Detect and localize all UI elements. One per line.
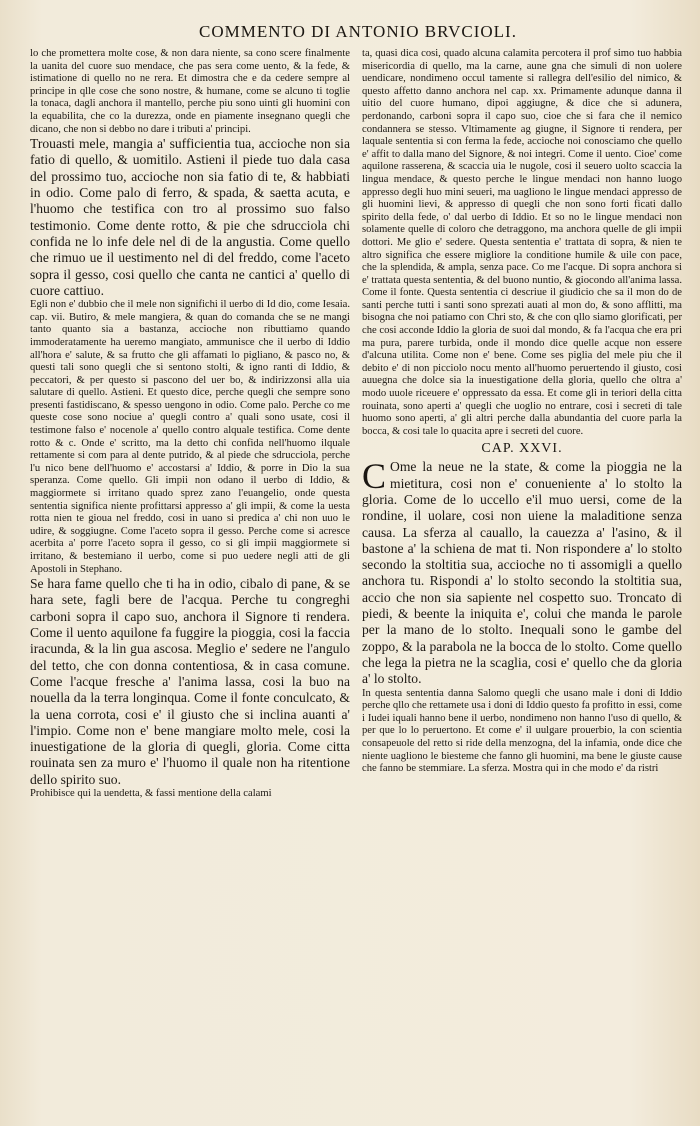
running-head: COMMENTO DI ANTONIO BRVCIOLI. xyxy=(199,22,517,41)
chapter-heading: CAP. XXVI. xyxy=(481,441,563,457)
text-columns xyxy=(30,48,686,801)
commentary-paragraph: In questa sententia danna Salomo quegli che usano male i doni di Iddio perche qllo che rettamete usa i doni di Iddio questo fa profitto in essi, come i Iudei iquali hanno bene il uerbo, nondimeno non hanno l'uso di quello, & per que lo lo peruertono. Et come e' il uulgare prouerbio, la con scientia consapeuole del retto si ride della menzogna, del la infamia, onde dice che niente uagliono le biesteme che fanno gli huomini, ma bene le giuste cause che fanno be stemmiare. La sferza. Mostra qui in che modo e' da ristri xyxy=(362,687,682,775)
scripture-paragraph: Trouasti mele, mangia a' sufficientia tua, accioche non sia fatio di quello, & uomitilo. Astieni il piede tuo dala casa del prossimo tuo, accioche non sia fatio di te, & habbiati in odio. Come palo di ferro, & spada, & saetta acuta, e l'huomo che testifica con tro al prossimo suo falso testimonio. Come dente rotto, & pie che sdrucciola chi confida ne lo infe dele nel di de la angustia. Come quello che rimuo ue il uestimento nel di del freddo, come l'aceto sopra il gesso, cosi quello che canta ne cantici a' quello di cuore cattiuo. xyxy=(30,136,350,298)
commentary-paragraph: lo che promettera molte cose, & non dara niente, sa cono scere finalmente la uanita del cuore suo mendace, che pas sera come uento, & la fede, & istimatione di quello no ne rera. Et dimostra che e da cedere sempre al principe in qlle cose che sono nostre, & humane, come se alcuno ti toglie la tonaca, dagli anchora il mantello, perche piu sono uinti gli huomini con la equabilita, che co la durezza, onde en piamente insegnano quegli che dicano, che non si debbo no dare i tributi a' principi. xyxy=(30,48,350,135)
scripture-text: Ome la neue ne la state, & come la pioggia ne la mietitura, cosi non e' conueniente a' lo stolto la gloria. Come de lo uccello e'il muo uersi, come de la rondine, il uolare, cosi non uiene la maladitione senza causa. La sferza al cauallo, la cauezza a' l'asino, & il bastone a' la schiena de mat ti. Non rispondere a' lo stolto secondo la stoltitia sua, accioche no ti assomigli a quello anchora tu. Rispondi a' lo stolto secondo la stoltitia sua, accio che non sia sapiente nel cospetto suo. Troncato di piedi, & beente la iniquita e', colui che manda le parole per la mano de lo stolto. Inequali sono le gambe del zoppo, & la parabola ne la bocca de lo stolto. Come quello che lega la pietra ne la scaglia, cosi e' quello che da gloria a' lo stolto. xyxy=(362,459,682,687)
commentary-paragraph: ta, quasi dica cosi, quado alcuna calamita percotera il prof simo tuo habbia misericordia di quello, ma la carne, aune gna che simuli di non uolere uendicare, nondimeno occul tamente si rallegra dell'esilio del nimico, & questo affetto danno anchora nel cap. xx. Primamente adunque danna il uitio del cuore humano, dipoi aggiugne, & dice che si adunera, perdonando, carboni sopra il capo suo, cioe che si fara che il nemico condannera se stesso. Vltimamente ag giugne, il Signore ti rendera, per laquale sententia si con ferma la fede, accioche noi conosciamo che quello e' affit to dalla mano del Signore, & noi integri. Come il uento. Cioe' come aquilone rasserena, & scaccia uia le nugole, cosi il seuero uolto scaccia la lingua mendace, & questo perche le lingue mendaci non hanno luogo appresso degli huo mini seueri, ma uagliono le lingue mendaci appresso de gli huomini lievi, & appresso di quegli che non sono forti ficati dallo spirito della fede, o' dal uerbo di Iddio. Et so no le lingue mendaci non solamente quelle di coloro che detraggono, ma anchora quelle de gli impii dottori. Me glio e' sedere. Questa sententia e' trattata di sopra, & nien te altro significa che essere migliore la conditione humile & uile con pace, che la splendida, & ampla, senza pace. Co me l'acque. Di sopra anchora si e' trattata questa sententia, & del buono nuntio, & giocondo all'anima lassa. Come il fonte. Questa sententia ci descriue il giudicio che sa il mon do de santi perche tutti i santi sono sprezati auati al mon do, & sono afflitti, ma bisogna che noi patiamo con Chri sto, & che con qllo siamo glorificati, per che cosi acconde Iddio la gloria de suoi dal mondo, & fa l'acqua che era pri ma pura, parere turbida, onde il mondo dice quelle acque non essere d'alcuna utilita. Come non e' bene. Come ses piglia del mele piu che il debito e' di non picciolo nocu mento all'huomo peruertendo il giusto, cosi auuegna che dolce sia la inuestigatione della gloria, quello che oltra a' modo uuole riceuere e' oppressato da essa. Et come gli in teriori della citta rouinata, sono aperti a' quegli che uoglio no entrare, cosi i secreti di tale huomo sono aperti, a' gli altri perche dalla abundantia del cuore parla la bocca, & cosi tale lo quacita apre i secreti del cuore. xyxy=(362,48,682,437)
drop-cap: C xyxy=(362,456,387,497)
commentary-paragraph: Egli non e' dubbio che il mele non significhi il uerbo di Id dio, come Iesaia. cap. vii. Butiro, & mele mangiera, & quan do comanda che se ne mangi tanto quanto sia a bastanza, accioche non ributtiamo quando immoderatamente ha ueremo mangiato, ammunisce che il uerbo di Iddio all'hora e' salute, & sa frutto che gli affamati lo pigliano, & pasco no, & questi tali sono quegli che si sentono stolti, & igno ranti di Iddio, & peccatori, & per questo si pascono del uer bo, & indirizzonsi alla uia salutare di quello. Astieni. Et questo dice, perche quegli che sempre sono presenti fastidiscano, & spesso uengono in odio. Come palo. Perche co me queste cose sono nociue a' quegli contro a' quali sono usate, cosi il testimone falso e' nocenole a' quello contro alquale testifica. Come dente rotto & c. Onde e' scritto, ma la detto chi confida nell'huomo ilquale rettamente si com para al dente putrido, & al piede che sdrucciola, perche l'u nico bene dell'huomo e' accostarsi a' Iddio, & porre in Dio la sua speranza. Come quello. Gli impii non odano il uerbo di Iddio, & maggiormete si irritano quado sprez zano l'euangelio, onde questa sententia significa niente profittarsi appresso a' gli impii, & come la uesta rotta nien te gioua nel freddo, cosi in uano si predica a' chi non uuo le udire, & soggiugne. Come l'aceto sopra il gesso. Perche come si acresce acerbita a' porre l'aceto sopra il gesso, co si gli impii maggiormete si irritano, & bestemiano il uerbo, come si puo uedere negli atti de gli Apostoli in Stephano. xyxy=(30,299,350,575)
scripture-paragraph xyxy=(362,456,682,687)
right-column xyxy=(362,48,682,801)
scripture-paragraph: Se hara fame quello che ti ha in odio, cibalo di pane, & se hara sete, fagli bere de l'acqua. Perche tu congreghi carboni sopra il capo suo, anchora il Signore ti rendera. Come il uento aquilone fa fuggire la pioggia, cosi la faccia iracunda, & la lin gua ascosa. Meglio e' sedere ne l'angulo del tetto, che con donna contentiosa, & in casa comune. Come l'acque fresche a' l'anima lassa, cosi la buo na nouella da la terra longinqua. Come il fonte conculcato, & la uena corrota, cosi e' il giusto che si inclina auanti a' l'impio. Come non e' bene mangiare molto mele, cosi la inuestigatione de la gloria di quegli, gloria. Come citta rouinata sen za muro e' l'huomo il quale non ha ritentione dello spirito suo. xyxy=(30,576,350,787)
left-column xyxy=(30,48,350,801)
commentary-paragraph: Prohibisce qui la uendetta, & fassi mentione della calami xyxy=(30,788,272,800)
